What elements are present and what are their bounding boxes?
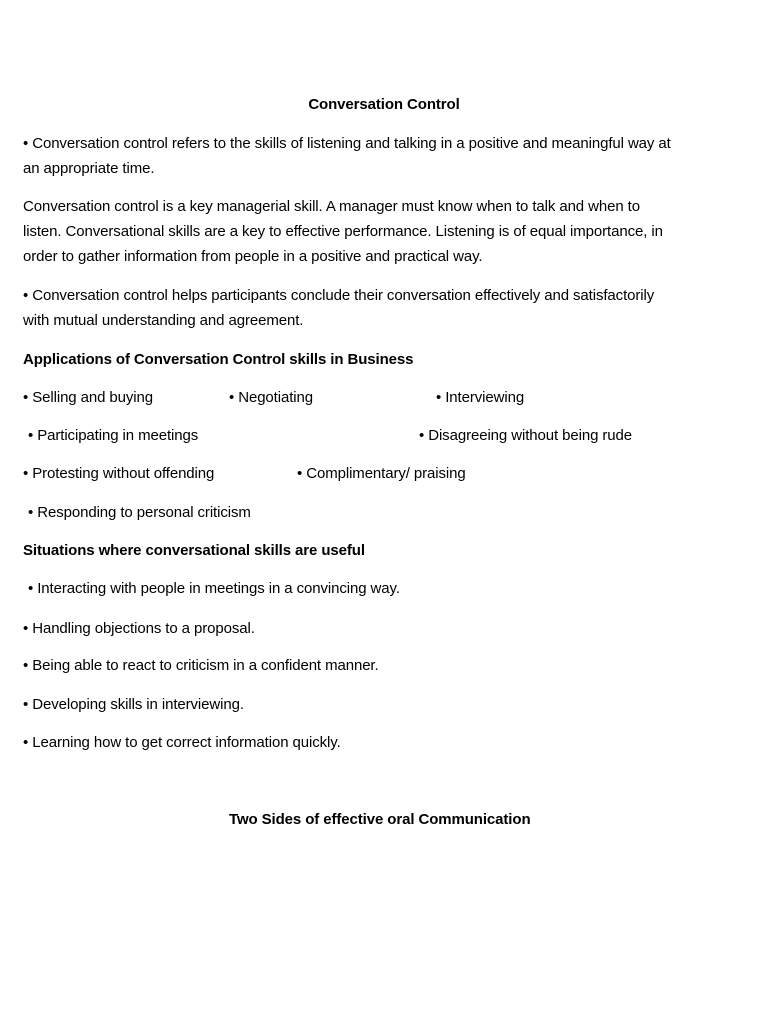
application-item-interviewing: • Interviewing bbox=[436, 389, 525, 406]
page-title: Conversation Control bbox=[308, 96, 460, 113]
application-item-meetings: • Participating in meetings bbox=[28, 427, 199, 444]
situation-item-objections: • Handling objections to a proposal. bbox=[23, 620, 255, 637]
paragraph-1-line-1: • Conversation control refers to the skills of listening and talking in a positive and meaningful way at bbox=[23, 135, 671, 152]
application-item-negotiating: • Negotiating bbox=[229, 389, 314, 406]
paragraph-3-line-2: with mutual understanding and agreement. bbox=[23, 312, 304, 329]
paragraph-2-line-3: order to gather information from people in a positive and practical way. bbox=[23, 248, 483, 265]
paragraph-3-line-1: • Conversation control helps participants conclude their conversation effectively and satisfactorily bbox=[23, 287, 655, 304]
application-item-complimentary: • Complimentary/ praising bbox=[297, 465, 466, 482]
section-two-title: Two Sides of effective oral Communication bbox=[229, 811, 531, 828]
paragraph-1-line-2: an appropriate time. bbox=[23, 160, 155, 177]
situation-item-developing: • Developing skills in interviewing. bbox=[23, 696, 244, 713]
situation-item-interacting: • Interacting with people in meetings in a convincing way. bbox=[28, 580, 400, 597]
paragraph-2-line-1: Conversation control is a key managerial skill. A manager must know when to talk and when to bbox=[23, 198, 640, 215]
application-item-selling: • Selling and buying bbox=[23, 389, 154, 406]
situation-item-learning: • Learning how to get correct information quickly. bbox=[23, 734, 341, 751]
applications-heading: Applications of Conversation Control skills in Business bbox=[23, 351, 414, 368]
application-item-protesting: • Protesting without offending bbox=[23, 465, 215, 482]
situation-item-react: • Being able to react to criticism in a confident manner. bbox=[23, 657, 379, 674]
application-item-disagreeing: • Disagreeing without being rude bbox=[419, 427, 633, 444]
paragraph-2-line-2: listen. Conversational skills are a key to effective performance. Listening is of equal importance, in bbox=[23, 223, 663, 240]
application-item-criticism: • Responding to personal criticism bbox=[28, 504, 251, 521]
situations-heading: Situations where conversational skills are useful bbox=[23, 542, 365, 559]
